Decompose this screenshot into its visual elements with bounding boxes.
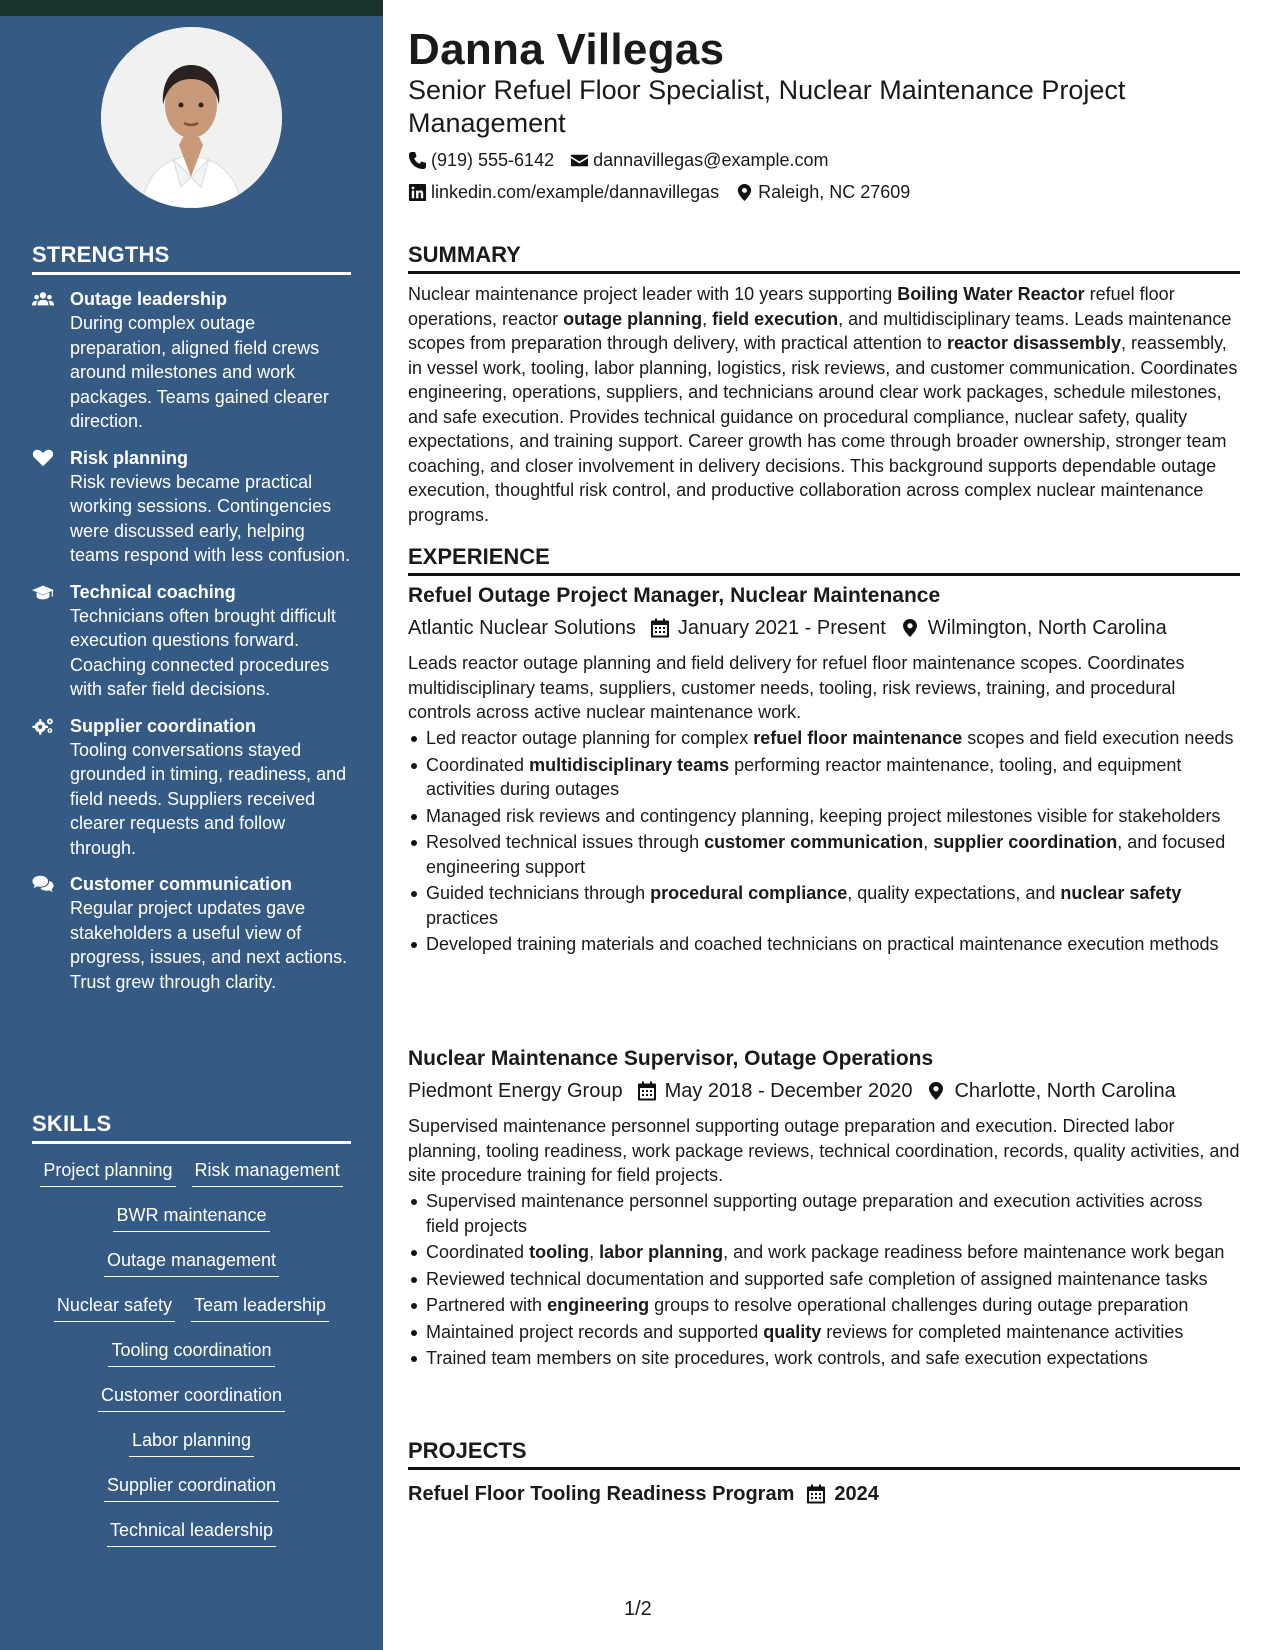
strength-text: Regular project updates gave stakeholders a useful view of progress, issues, and next actions. Trust grew through clarity. [70,898,348,992]
list-item: Coordinated multidisciplinary teams performing reactor maintenance, tooling, and equipment activities during outages [408,753,1240,802]
list-item: Guided technicians through procedural compliance, quality expectations, and nuclear safety practices [408,881,1240,930]
skills-list [32,1158,351,1563]
skill-tag: Tooling coordination [108,1338,274,1367]
strength-item [32,446,351,568]
strength-item [32,872,351,994]
list-item: Trained team members on site procedures, work controls, and safe execution expectations [408,1346,1240,1371]
job-location: Wilmington, North Carolina [927,617,1167,639]
strength-item [32,714,351,861]
sidebar [0,0,383,1650]
job-meta [408,1078,1190,1104]
skill-tag: Risk management [192,1158,343,1187]
skill-tag: Labor planning [129,1428,254,1457]
skills-heading: SKILLS [32,1111,351,1144]
linkedin-link[interactable]: linkedin.com/example/dannavillegas [431,182,720,202]
chat-bubbles-icon [32,872,70,994]
graduation-cap-icon [32,580,70,702]
strength-title: Risk planning [70,447,189,468]
job-location: Charlotte, North Carolina [954,1080,1176,1102]
strength-text: Technicians often brought difficult execution questions forward. Coaching connected procedures with safer field decisions. [70,605,336,699]
project-item [408,1481,879,1507]
gears-icon [32,714,70,861]
list-item: Coordinated tooling, labor planning, and work package readiness before maintenance work began [408,1240,1240,1265]
calendar-icon [650,618,670,638]
list-item: Maintained project records and supported quality reviews for completed maintenance activities [408,1320,1240,1345]
list-item: Led reactor outage planning for complex refuel floor maintenance scopes and field execution needs [408,726,1240,751]
list-item: Supervised maintenance personnel supporting outage preparation and execution activities across field projects [408,1189,1240,1238]
summary-heading: SUMMARY [408,242,1240,274]
contact-row [408,181,926,203]
experience-heading: EXPERIENCE [408,544,1240,576]
company-name: Piedmont Energy Group [408,1080,623,1102]
envelope-icon [570,151,589,170]
users-icon [32,287,70,434]
skill-tag: Technical leadership [107,1518,276,1547]
list-item: Managed risk reviews and contingency planning, keeping project milestones visible for stakeholders [408,804,1240,829]
skill-tag: Project planning [40,1158,175,1187]
skill-tag: Nuclear safety [54,1293,175,1322]
company-name: Atlantic Nuclear Solutions [408,617,636,639]
email-address[interactable]: dannavillegas@example.com [593,150,829,170]
job-dates: May 2018 - December 2020 [664,1080,913,1102]
job-dates: January 2021 - Present [677,617,886,639]
strength-title: Customer communication [70,874,293,894]
summary-text: Nuclear maintenance project leader with 10 years supporting Boiling Water Reactor refuel floor operations, reactor outage planning, field execution, and multidisciplinary teams. Leads maintenance scopes from preparation through delivery, with practical attention to reactor disassembly, reassembly, in vessel work, tooling, labor planning, logistics, risk reviews, and customer communication. Coordinates engineering, operations, suppliers, and technicians around clear work packages, schedule milestones, and safe execution. Provides technical guidance on procedural compliance, nuclear safety, quality expectations, and training support. Career growth has come through broader ownership, stronger team coaching, and closer involvement in delivery decisions. This background supports dependable outage execution, thoughtful risk control, and productive collaboration across complex nuclear maintenance programs. [408,284,1238,525]
phone-icon [408,151,427,170]
job-title: Refuel Outage Project Manager, Nuclear Maintenance [408,584,941,607]
skill-tag: Customer coordination [98,1383,285,1412]
calendar-icon [806,1484,826,1504]
map-pin-icon [926,1081,946,1101]
strength-item [32,580,351,702]
map-pin-icon [735,183,754,202]
job-bullets [408,1189,1240,1373]
strength-text: During complex outage preparation, aligned field crews around milestones and work packages. Teams gained clearer direction. [70,313,329,431]
list-item: Resolved technical issues through customer communication, supplier coordination, and focused engineering support [408,830,1240,879]
contact-row [408,149,845,171]
strength-title: Technical coaching [70,581,236,602]
strength-item [32,287,351,434]
skill-tag: Supplier coordination [104,1473,279,1502]
profile-photo [101,27,282,208]
project-name: Refuel Floor Tooling Readiness Program [408,1483,795,1505]
candidate-headline: Senior Refuel Floor Specialist, Nuclear Maintenance Project Management [408,75,1126,138]
strength-text: Risk reviews became practical working sessions. Contingencies were discussed early, helping teams respond with less confusion. [70,471,351,565]
phone-number[interactable]: (919) 555-6142 [431,150,555,170]
list-item: Reviewed technical documentation and supported safe completion of assigned maintenance tasks [408,1267,1240,1292]
map-pin-icon [900,618,920,638]
strength-text: Tooling conversations stayed grounded in timing, readiness, and field needs. Suppliers received clearer requests and follow through. [70,739,347,858]
page-number: 1/2 [624,1598,652,1620]
skill-tag: BWR maintenance [113,1203,269,1232]
heart-icon [32,446,70,568]
job-description: Leads reactor outage planning and field delivery for refuel floor maintenance scopes. Coordinates multidisciplinary teams, suppliers, customer needs, tooling, risk reviews, training, and procedural controls across active nuclear maintenance work. [408,653,1185,722]
skill-tag: Outage management [104,1248,279,1277]
candidate-name: Danna Villegas [408,25,725,74]
calendar-icon [637,1081,657,1101]
location: Raleigh, NC 27609 [758,182,911,202]
sidebar-top-bar [0,0,383,16]
job-description: Supervised maintenance personnel supporting outage preparation and execution. Directed labor planning, tooling readiness, work package reviews, technical coordination, records, quality activities, and site procedure training for field projects. [408,1116,1240,1185]
job-title: Nuclear Maintenance Supervisor, Outage Operations [408,1047,934,1070]
job-meta [408,615,1181,641]
strengths-heading: STRENGTHS [32,242,351,275]
strength-title: Outage leadership [70,289,228,309]
linkedin-icon [408,183,427,202]
strength-title: Supplier coordination [70,715,257,736]
job-bullets [408,726,1240,959]
project-year: 2024 [834,1483,879,1505]
list-item: Developed training materials and coached technicians on practical maintenance execution methods [408,932,1240,957]
list-item: Partnered with engineering groups to resolve operational challenges during outage preparation [408,1293,1240,1318]
skill-tag: Team leadership [191,1293,329,1322]
projects-heading: PROJECTS [408,1438,1240,1470]
strengths-list [32,287,351,1006]
